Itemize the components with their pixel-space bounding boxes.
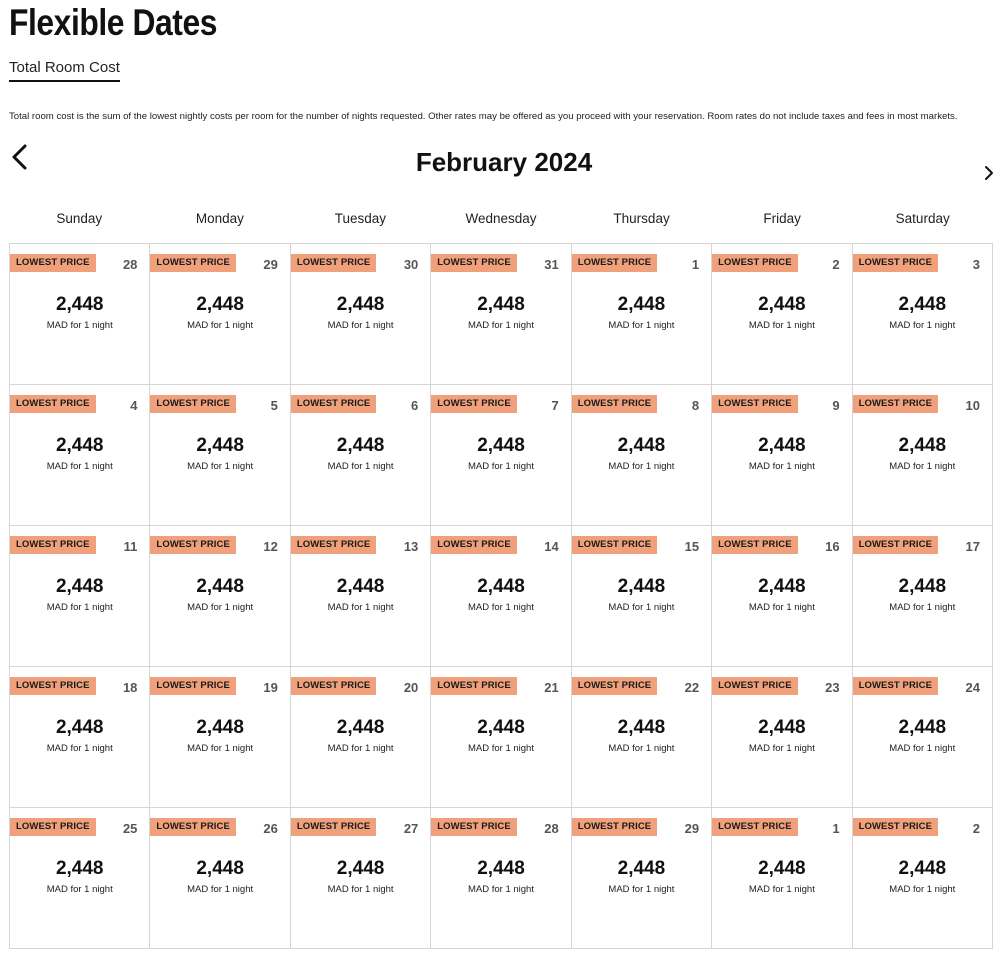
price-currency-nights: MAD for 1 night	[608, 320, 675, 331]
price-value: 2,448	[617, 435, 666, 456]
chevron-right-icon	[981, 164, 997, 182]
day-number: 20	[403, 680, 419, 695]
price-currency-nights: MAD for 1 night	[748, 461, 815, 472]
price-currency-nights: MAD for 1 night	[327, 461, 394, 472]
lowest-price-badge: LOWEST PRICE	[572, 536, 658, 554]
day-number: 18	[122, 680, 138, 695]
disclaimer-text: Total room cost is the sum of the lowest nightly costs per room for the number of nights requested. Other rates may be offered as you proceed with your reservation. Room rates do not include taxes and fees in most markets.	[9, 111, 958, 122]
price-value: 2,448	[477, 858, 525, 879]
day-number: 7	[551, 398, 559, 413]
day-number: 10	[965, 398, 980, 413]
lowest-price-badge: LOWEST PRICE	[291, 536, 377, 554]
price-currency-nights: MAD for 1 night	[187, 884, 254, 895]
price-value: 2,448	[336, 435, 385, 456]
day-number: 31	[544, 257, 559, 272]
price-value: 2,448	[617, 858, 666, 879]
lowest-price-badge: LOWEST PRICE	[291, 254, 377, 272]
lowest-price-badge: LOWEST PRICE	[431, 818, 517, 836]
lowest-price-badge: LOWEST PRICE	[150, 677, 236, 695]
day-number: 17	[965, 539, 980, 554]
price-currency-nights: MAD for 1 night	[187, 461, 254, 472]
calendar-day-cell[interactable]	[150, 244, 290, 385]
day-number: 19	[263, 680, 278, 695]
price-value: 2,448	[55, 576, 104, 597]
price-currency-nights: MAD for 1 night	[889, 743, 956, 754]
day-number: 12	[263, 539, 278, 554]
day-number: 8	[691, 398, 700, 413]
lowest-price-badge: LOWEST PRICE	[150, 536, 236, 554]
calendar-day-cell[interactable]	[291, 808, 431, 949]
day-number: 11	[123, 539, 138, 554]
lowest-price-badge: LOWEST PRICE	[572, 818, 658, 836]
calendar-day-cell[interactable]	[10, 526, 150, 667]
lowest-price-badge: LOWEST PRICE	[10, 536, 96, 554]
calendar-day-cell[interactable]	[712, 244, 852, 385]
weekday-label: Thursday	[613, 211, 670, 226]
lowest-price-badge: LOWEST PRICE	[712, 395, 798, 413]
price-currency-nights: MAD for 1 night	[327, 884, 394, 895]
calendar-day-cell[interactable]	[572, 667, 712, 808]
calendar-day-cell[interactable]	[853, 244, 993, 385]
day-number: 14	[544, 539, 559, 554]
lowest-price-badge: LOWEST PRICE	[291, 818, 377, 836]
day-number: 29	[263, 257, 278, 272]
price-currency-nights: MAD for 1 night	[187, 602, 254, 613]
day-number: 27	[403, 821, 419, 836]
price-currency-nights: MAD for 1 night	[748, 602, 815, 613]
calendar-day-cell[interactable]	[572, 808, 712, 949]
calendar-day-cell[interactable]	[150, 667, 290, 808]
lowest-price-badge: LOWEST PRICE	[431, 254, 517, 272]
lowest-price-badge: LOWEST PRICE	[853, 818, 939, 836]
price-value: 2,448	[617, 717, 666, 738]
lowest-price-badge: LOWEST PRICE	[572, 254, 658, 272]
weekday-label: Wednesday	[465, 211, 537, 226]
day-number: 9	[832, 398, 840, 413]
weekday-label: Friday	[763, 211, 801, 226]
lowest-price-badge: LOWEST PRICE	[431, 536, 517, 554]
day-number: 28	[122, 257, 138, 272]
price-currency-nights: MAD for 1 night	[46, 320, 113, 331]
lowest-price-badge: LOWEST PRICE	[291, 395, 377, 413]
day-number: 30	[403, 257, 419, 272]
calendar-day-cell[interactable]	[10, 667, 150, 808]
day-number: 5	[270, 398, 278, 413]
calendar-day-cell[interactable]	[10, 385, 150, 526]
price-currency-nights: MAD for 1 night	[608, 602, 675, 613]
lowest-price-badge: LOWEST PRICE	[291, 677, 377, 695]
price-currency-nights: MAD for 1 night	[46, 743, 113, 754]
day-number: 21	[544, 680, 559, 695]
calendar-day-cell[interactable]	[712, 667, 852, 808]
day-number: 13	[403, 539, 419, 554]
calendar-day-cell[interactable]	[853, 808, 993, 949]
lowest-price-badge: LOWEST PRICE	[150, 395, 236, 413]
calendar-day-cell[interactable]	[853, 667, 993, 808]
calendar-day-cell[interactable]	[291, 385, 431, 526]
price-currency-nights: MAD for 1 night	[889, 461, 956, 472]
lowest-price-badge: LOWEST PRICE	[431, 677, 517, 695]
lowest-price-badge: LOWEST PRICE	[712, 677, 798, 695]
calendar-day-cell[interactable]	[431, 244, 571, 385]
price-value: 2,448	[196, 435, 244, 456]
calendar-day-cell[interactable]	[150, 385, 290, 526]
price-value: 2,448	[55, 858, 104, 879]
price-currency-nights: MAD for 1 night	[46, 602, 113, 613]
price-value: 2,448	[336, 858, 385, 879]
day-number: 25	[122, 821, 138, 836]
day-number: 3	[972, 257, 980, 272]
price-currency-nights: MAD for 1 night	[327, 602, 394, 613]
price-currency-nights: MAD for 1 night	[889, 602, 956, 613]
price-value: 2,448	[758, 294, 806, 315]
price-currency-nights: MAD for 1 night	[748, 320, 815, 331]
day-number: 22	[684, 680, 700, 695]
price-currency-nights: MAD for 1 night	[608, 743, 675, 754]
calendar-day-cell[interactable]	[150, 526, 290, 667]
calendar-day-cell[interactable]	[431, 385, 571, 526]
tab-total-room-cost[interactable]: Total Room Cost	[9, 59, 120, 82]
weekday-label: Tuesday	[334, 211, 387, 226]
price-value: 2,448	[336, 576, 385, 597]
price-value: 2,448	[617, 294, 666, 315]
calendar-day-cell[interactable]	[572, 526, 712, 667]
calendar-day-cell[interactable]	[431, 526, 571, 667]
calendar-day-cell[interactable]	[291, 667, 431, 808]
price-value: 2,448	[898, 576, 947, 597]
price-currency-nights: MAD for 1 night	[467, 461, 534, 472]
lowest-price-badge: LOWEST PRICE	[10, 254, 96, 272]
price-currency-nights: MAD for 1 night	[467, 743, 534, 754]
day-number: 2	[972, 821, 980, 836]
price-currency-nights: MAD for 1 night	[327, 743, 394, 754]
day-number: 4	[130, 398, 138, 413]
lowest-price-badge: LOWEST PRICE	[712, 254, 798, 272]
price-value: 2,448	[196, 294, 244, 315]
page-title: Flexible Dates	[9, 2, 217, 43]
price-currency-nights: MAD for 1 night	[748, 743, 815, 754]
calendar-day-cell[interactable]	[712, 808, 852, 949]
price-currency-nights: MAD for 1 night	[748, 884, 815, 895]
calendar-day-cell[interactable]	[572, 385, 712, 526]
price-value: 2,448	[336, 294, 385, 315]
month-title: February 2024	[415, 147, 593, 177]
price-value: 2,448	[758, 717, 806, 738]
price-currency-nights: MAD for 1 night	[889, 884, 956, 895]
price-currency-nights: MAD for 1 night	[467, 602, 534, 613]
calendar-day-cell[interactable]	[712, 526, 852, 667]
next-month-button[interactable]	[981, 164, 997, 182]
weekday-label: Saturday	[895, 211, 950, 226]
price-value: 2,448	[758, 858, 806, 879]
calendar-day-cell[interactable]	[572, 244, 712, 385]
price-currency-nights: MAD for 1 night	[608, 461, 675, 472]
calendar-day-cell[interactable]	[431, 667, 571, 808]
price-value: 2,448	[336, 717, 385, 738]
price-value: 2,448	[477, 294, 525, 315]
day-number: 6	[411, 398, 419, 413]
day-number: 15	[684, 539, 700, 554]
day-number: 1	[691, 257, 700, 272]
calendar-day-cell[interactable]	[291, 526, 431, 667]
lowest-price-badge: LOWEST PRICE	[10, 818, 96, 836]
calendar-day-cell[interactable]	[712, 385, 852, 526]
price-currency-nights: MAD for 1 night	[889, 320, 956, 331]
lowest-price-badge: LOWEST PRICE	[150, 818, 236, 836]
lowest-price-badge: LOWEST PRICE	[853, 395, 939, 413]
lowest-price-badge: LOWEST PRICE	[572, 677, 658, 695]
price-value: 2,448	[898, 717, 947, 738]
calendar-day-cell[interactable]	[10, 244, 150, 385]
price-value: 2,448	[758, 576, 806, 597]
lowest-price-badge: LOWEST PRICE	[853, 536, 939, 554]
price-value: 2,448	[477, 435, 525, 456]
price-currency-nights: MAD for 1 night	[467, 884, 534, 895]
price-currency-nights: MAD for 1 night	[327, 320, 394, 331]
lowest-price-badge: LOWEST PRICE	[853, 254, 939, 272]
calendar-day-cell[interactable]	[853, 385, 993, 526]
price-value: 2,448	[55, 717, 104, 738]
price-value: 2,448	[55, 435, 104, 456]
price-currency-nights: MAD for 1 night	[608, 884, 675, 895]
day-number: 28	[544, 821, 559, 836]
calendar-grid	[9, 243, 993, 949]
weekday-label: Sunday	[56, 211, 103, 226]
price-currency-nights: MAD for 1 night	[46, 461, 113, 472]
price-value: 2,448	[898, 435, 947, 456]
lowest-price-badge: LOWEST PRICE	[150, 254, 236, 272]
day-number: 24	[965, 680, 980, 695]
weekday-label: Monday	[195, 211, 244, 226]
price-value: 2,448	[898, 294, 947, 315]
lowest-price-badge: LOWEST PRICE	[10, 677, 96, 695]
calendar-day-cell[interactable]	[150, 808, 290, 949]
day-number: 16	[825, 539, 840, 554]
price-value: 2,448	[196, 717, 244, 738]
price-currency-nights: MAD for 1 night	[467, 320, 534, 331]
price-value: 2,448	[55, 294, 104, 315]
calendar-day-cell[interactable]	[853, 526, 993, 667]
weekday-header	[9, 211, 993, 226]
calendar-day-cell[interactable]	[10, 808, 150, 949]
lowest-price-badge: LOWEST PRICE	[712, 536, 798, 554]
lowest-price-badge: LOWEST PRICE	[10, 395, 96, 413]
price-currency-nights: MAD for 1 night	[187, 320, 254, 331]
price-currency-nights: MAD for 1 night	[46, 884, 113, 895]
day-number: 23	[825, 680, 840, 695]
lowest-price-badge: LOWEST PRICE	[712, 818, 798, 836]
price-value: 2,448	[758, 435, 806, 456]
price-value: 2,448	[477, 576, 525, 597]
price-value: 2,448	[196, 576, 244, 597]
price-value: 2,448	[196, 858, 244, 879]
day-number: 1	[832, 821, 840, 836]
lowest-price-badge: LOWEST PRICE	[853, 677, 939, 695]
lowest-price-badge: LOWEST PRICE	[572, 395, 658, 413]
calendar-day-cell[interactable]	[291, 244, 431, 385]
day-number: 29	[684, 821, 700, 836]
price-value: 2,448	[898, 858, 947, 879]
price-currency-nights: MAD for 1 night	[187, 743, 254, 754]
calendar-day-cell[interactable]	[431, 808, 571, 949]
price-value: 2,448	[617, 576, 666, 597]
lowest-price-badge: LOWEST PRICE	[431, 395, 517, 413]
price-value: 2,448	[477, 717, 525, 738]
day-number: 2	[832, 257, 840, 272]
day-number: 26	[263, 821, 278, 836]
